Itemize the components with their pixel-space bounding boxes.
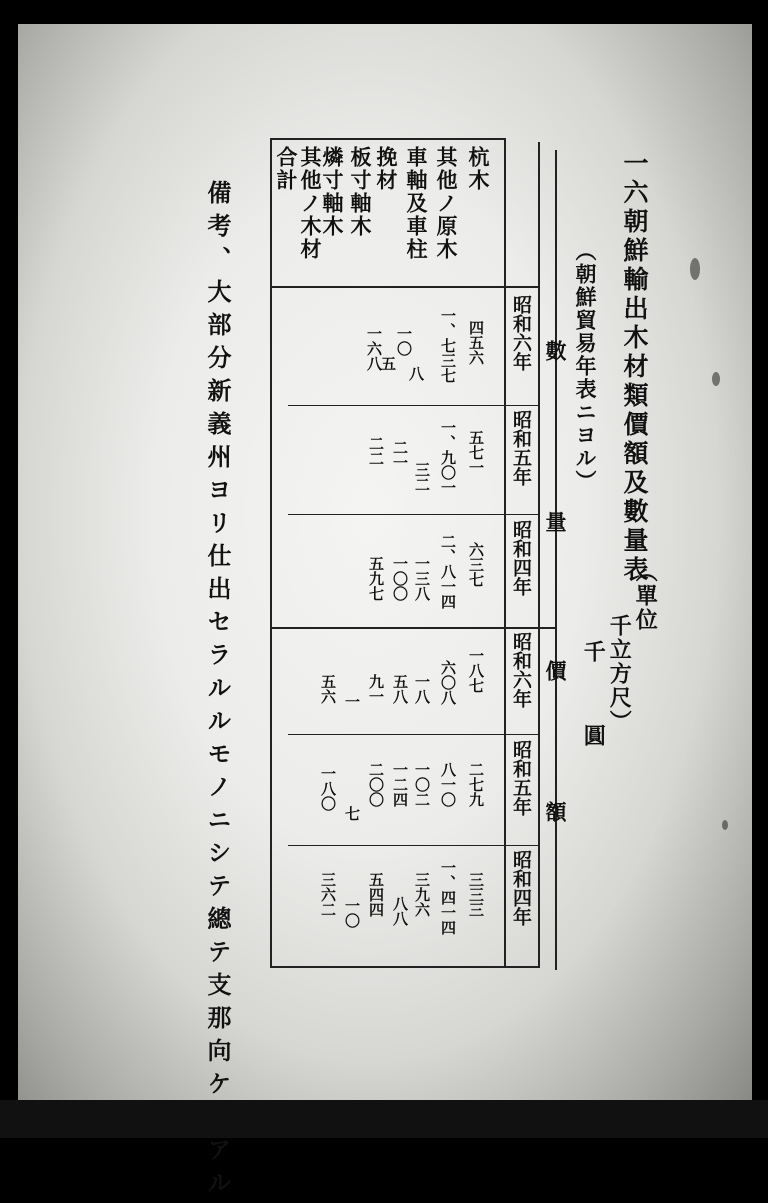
year-header: 昭和四年 [510,520,532,596]
col-rule-2 [288,514,538,515]
cell: 二二 [367,436,385,466]
cell: 五六 [319,674,337,704]
col-rule-1 [288,405,538,406]
cell: 一八七 [467,648,485,693]
scan-speck [690,258,700,280]
cell: 一八 [413,674,431,704]
table-left-border [270,138,272,968]
cell: 三三三 [467,872,485,917]
unit-line-3: 千 [580,640,607,664]
year-header: 昭和四年 [510,850,532,926]
cell: 二、八一四 [439,534,457,609]
cell: 三九六 [413,872,431,917]
cell: 二七九 [467,762,485,807]
cell: 一〇〇 [391,556,409,601]
cell: 七 [343,806,361,821]
cell: 五七一 [467,430,485,475]
remarks-note: 備考、大部分新義州ヨリ仕出セラルルモノニシテ總テ支那向ケテアル [203,180,232,1203]
cell: 一、四一四 [439,860,457,935]
cell: 五 [379,356,397,371]
row-label-total: 合計 [274,146,299,192]
cell: 八 [407,366,425,381]
row-label-other-logs: 其他ノ原木 [434,146,459,261]
cell: 一 [343,694,361,709]
row-label-sawn: 挽材 [374,146,399,192]
year-header: 昭和五年 [510,410,532,486]
unit-line-4: 圓 [580,724,607,748]
cell: 八八 [391,896,409,926]
header-separator [270,286,540,288]
cell: 二一 [391,440,409,470]
cell: 一二四 [391,762,409,807]
cell: 三六二 [319,872,337,917]
cell: 一、七三七 [439,308,457,383]
year-header: 昭和五年 [510,740,532,816]
cell: 一、九〇一 [439,420,457,495]
row-label-pile-wood: 杭木 [466,146,491,192]
group-label-value: 價額 [543,660,568,942]
col-rule-5 [288,845,538,846]
cell: 六〇八 [439,660,457,705]
table-top-rule [272,138,504,140]
unit-line-2: 千立方尺） [606,614,633,734]
row-label-divider [504,138,506,968]
scan-speck [712,372,720,386]
cell: 五四四 [367,872,385,917]
cell: 一六八 [365,326,383,371]
cell: 一〇 [395,326,413,356]
cell: 九一 [367,674,385,704]
cell: 一三八 [413,556,431,601]
scan-border-right [752,0,768,1138]
scan-border-left [0,0,18,1138]
group-label-quantity: 數量 [543,340,568,682]
cell: 四五六 [467,320,485,365]
cell: 六三七 [467,542,485,587]
year-header: 昭和六年 [510,295,532,371]
group-rule [272,627,557,629]
scan-border-bottom [0,1100,768,1138]
cell: 三二 [413,462,431,492]
year-header: 昭和六年 [510,632,532,708]
source-note: （朝鮮貿易年表ニヨル） [573,240,598,493]
cell: 八一〇 [439,762,457,807]
cell: 一〇二 [413,762,431,807]
scan-speck [722,820,728,830]
cell: 二〇〇 [367,762,385,807]
row-label-other-wood: 其他ノ木材 [298,146,323,261]
scan-border-top [0,0,768,24]
row-label-axle: 車軸及車柱 [404,146,429,261]
unit-line-1: （單位 [632,560,659,632]
table-title: 一六朝鮮輸出木材類價額及數量表 [620,150,649,585]
table-bottom-rule [272,966,540,968]
cell: 五九七 [367,556,385,601]
row-label-match: 燐寸軸木 [320,146,345,238]
cell: 一八〇 [319,766,337,811]
col-rule-4 [288,734,538,735]
cell: 五八 [391,674,409,704]
row-label-board: 板寸軸木 [348,146,373,238]
cell: 一〇 [343,898,361,928]
